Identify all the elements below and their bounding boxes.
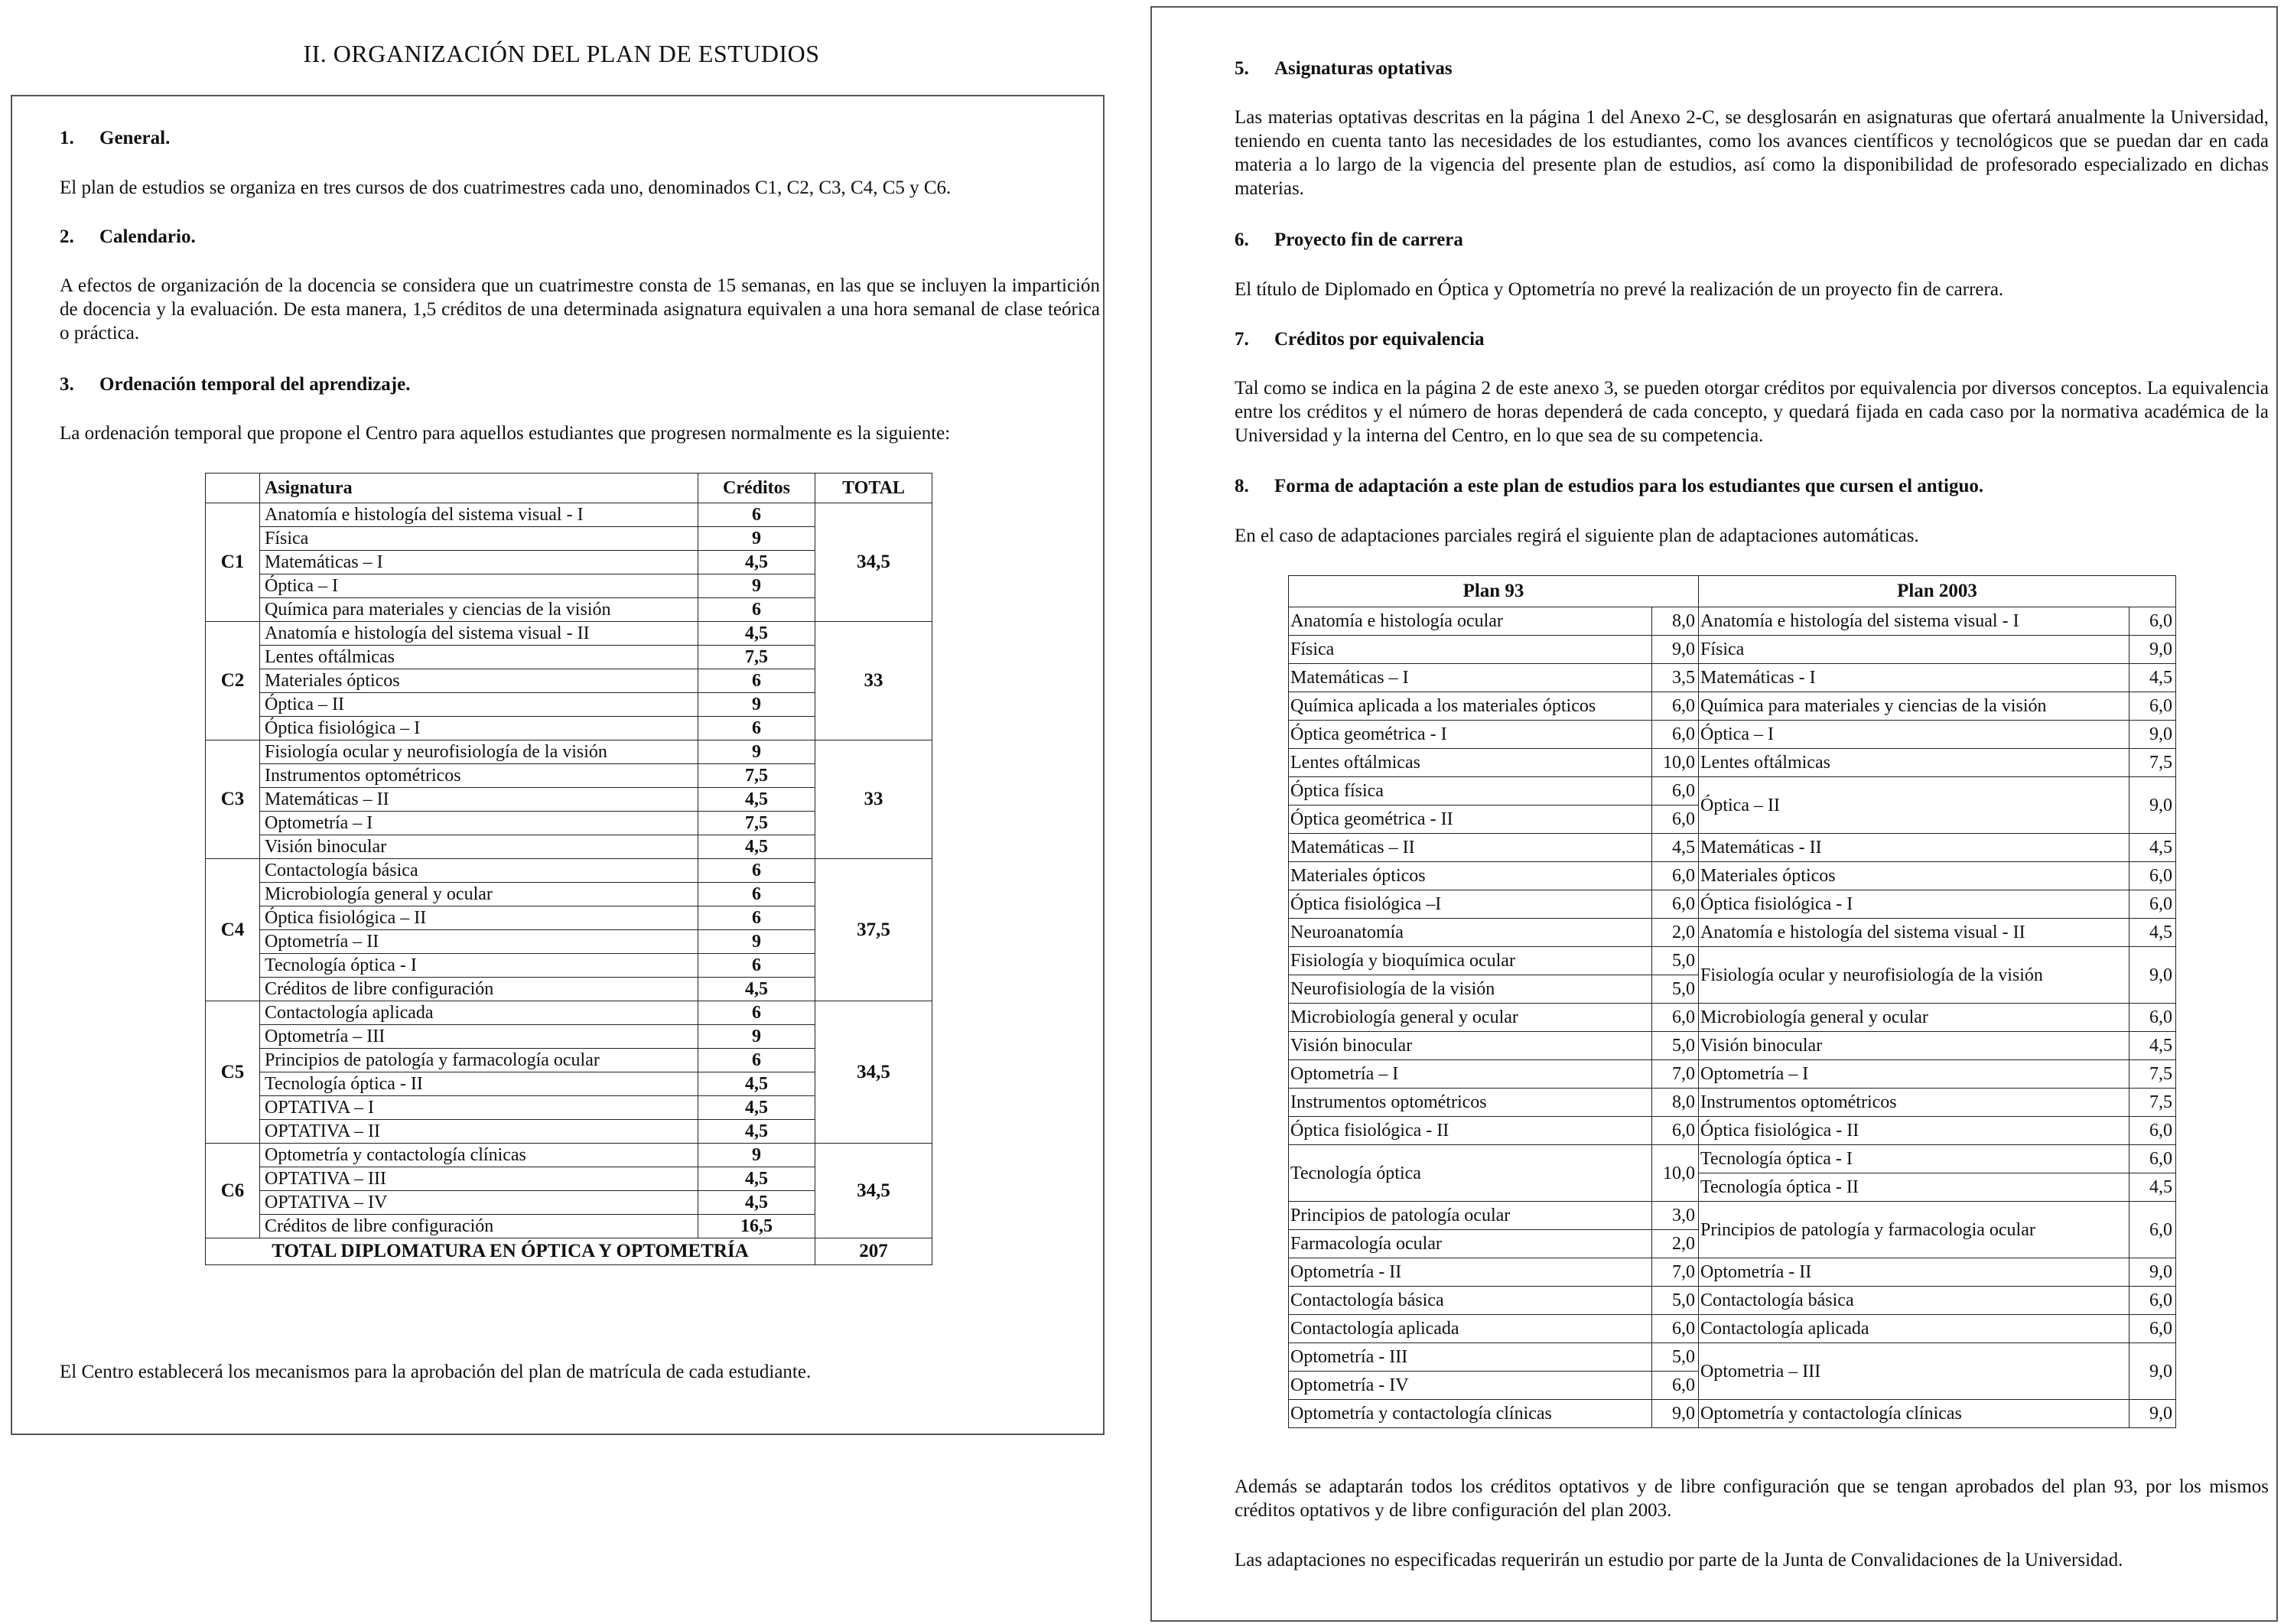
paragraph-ordenacion: La ordenación temporal que propone el Centro para aquellos estudiantes que progresen normalmente es la siguiente: (60, 423, 951, 444)
grand-total-label: TOTAL DIPLOMATURA EN ÓPTICA Y OPTOMETRÍA (206, 1238, 815, 1265)
section-heading-creditos: 7. Créditos por equivalencia (1235, 329, 1485, 350)
plan93-subject-cell: Microbiología general y ocular (1289, 1004, 1652, 1032)
adaptation-row (1289, 607, 2176, 636)
course-subject-row (206, 503, 932, 527)
credits-cell: 6 (698, 1049, 815, 1072)
plan2003-credits-cell: 9,0 (2129, 1343, 2176, 1400)
course-subject-row (206, 1001, 932, 1025)
plan2003-subject-cell: Microbiología general y ocular (1699, 1004, 2129, 1032)
adaptation-row (1289, 721, 2176, 749)
plan2003-credits-cell: 4,5 (2129, 664, 2176, 692)
credits-cell: 4,5 (698, 978, 815, 1001)
adaptation-row (1289, 1287, 2176, 1315)
adaptation-row (1289, 947, 2176, 975)
plan2003-subject-cell: Anatomía e histología del sistema visual - I (1699, 607, 2129, 636)
paragraph-adaptacion: En el caso de adaptaciones parciales regirá el siguiente plan de adaptaciones automáticas. (1235, 526, 1919, 546)
plan2003-subject-cell: Optometria – III (1699, 1343, 2129, 1400)
plan2003-subject-cell: Contactología básica (1699, 1287, 2129, 1315)
plan2003-credits-cell: 6,0 (2129, 1117, 2176, 1145)
subject-cell: Microbiología general y ocular (260, 883, 698, 906)
adaptation-row (1289, 919, 2176, 947)
subject-cell: Tecnología óptica - I (260, 954, 698, 978)
credits-cell: 7,5 (698, 812, 815, 835)
plan93-credits-cell: 6,0 (1652, 1315, 1699, 1343)
adaptation-row (1289, 1343, 2176, 1372)
plan93-subject-cell: Matemáticas – I (1289, 664, 1652, 692)
plan93-credits-cell: 10,0 (1652, 749, 1699, 777)
credits-cell: 6 (698, 598, 815, 622)
course-subject-row (206, 740, 932, 764)
plan93-subject-cell: Tecnología óptica (1289, 1145, 1652, 1202)
credits-column-header: Créditos (698, 474, 815, 503)
plan2003-credits-cell: 6,0 (2129, 607, 2176, 636)
plan93-credits-cell: 4,5 (1652, 834, 1699, 862)
course-label: C4 (206, 859, 260, 1001)
plan93-subject-cell: Contactología básica (1289, 1287, 1652, 1315)
adaptation-row (1289, 664, 2176, 692)
subject-cell: Principios de patología y farmacología ocular (260, 1049, 698, 1072)
plan2003-credits-cell: 6,0 (2129, 1315, 2176, 1343)
plan93-credits-cell: 6,0 (1652, 1372, 1699, 1400)
subject-cell: Óptica – II (260, 693, 698, 717)
adaptation-table-wrap (1288, 575, 2176, 1428)
plan93-subject-cell: Optometría y contactología clínicas (1289, 1400, 1652, 1428)
plan93-credits-cell: 2,0 (1652, 1230, 1699, 1258)
plan93-subject-cell: Óptica fisiológica - II (1289, 1117, 1652, 1145)
credits-cell: 6 (698, 669, 815, 693)
credits-cell: 6 (698, 859, 815, 883)
course-subject-row (206, 1144, 932, 1167)
subject-cell: Optometría – II (260, 930, 698, 954)
credits-cell: 4,5 (698, 551, 815, 574)
section-heading-ordenacion: 3. Ordenación temporal del aprendizaje. (60, 374, 411, 395)
adaptation-row (1289, 1315, 2176, 1343)
plan93-credits-cell: 6,0 (1652, 890, 1699, 919)
paragraph-calendario: A efectos de organización de la docencia se considera que un cuatrimestre consta de 15 semanas, en las que se incluyen la impartición de docencia y la evaluación. De esta manera, 1,5 créditos de una determinada asignatura equivalen a una hora semanal de clase teórica o práctica. (60, 275, 1100, 343)
adaptation-row (1289, 890, 2176, 919)
paragraph-no-especificadas: Las adaptaciones no especificadas requerirán un estudio por parte de la Junta de Convalidaciones de la Universidad. (1235, 1550, 2123, 1570)
plan2003-subject-cell: Lentes oftálmicas (1699, 749, 2129, 777)
adaptation-row (1289, 777, 2176, 805)
adaptation-row (1289, 1089, 2176, 1117)
plan93-subject-cell: Neurofisiología de la visión (1289, 975, 1652, 1004)
subject-cell: OPTATIVA – IV (260, 1191, 698, 1215)
plan93-credits-cell: 5,0 (1652, 1343, 1699, 1372)
total-column-header: TOTAL (815, 474, 932, 503)
plan93-subject-cell: Visión binocular (1289, 1032, 1652, 1060)
subject-cell: Óptica fisiológica – II (260, 906, 698, 930)
plan93-subject-cell: Óptica física (1289, 777, 1652, 805)
credits-cell: 9 (698, 574, 815, 598)
plan2003-subject-cell: Física (1699, 636, 2129, 664)
section-heading-calendario: 2. Calendario. (60, 226, 196, 247)
plan93-subject-cell: Materiales ópticos (1289, 862, 1652, 890)
plan93-credits-cell: 6,0 (1652, 1004, 1699, 1032)
plan2003-subject-cell: Óptica – II (1699, 777, 2129, 834)
subject-cell: OPTATIVA – I (260, 1096, 698, 1120)
plan2003-subject-cell: Óptica fisiológica - I (1699, 890, 2129, 919)
plan93-subject-cell: Contactología aplicada (1289, 1315, 1652, 1343)
adaptation-row (1289, 1117, 2176, 1145)
credits-cell: 7,5 (698, 764, 815, 788)
credits-cell: 6 (698, 954, 815, 978)
plan93-subject-cell: Óptica geométrica - II (1289, 805, 1652, 834)
plan2003-credits-cell: 4,5 (2129, 1173, 2176, 1202)
plan2003-subject-cell: Química para materiales y ciencias de la visión (1699, 692, 2129, 721)
plan2003-subject-cell: Tecnología óptica - I (1699, 1145, 2129, 1173)
plan93-credits-cell: 6,0 (1652, 777, 1699, 805)
course-total-cell: 33 (815, 740, 932, 859)
credits-cell: 6 (698, 503, 815, 527)
credits-cell: 6 (698, 883, 815, 906)
credits-cell: 4,5 (698, 1191, 815, 1215)
subject-cell: Optometría y contactología clínicas (260, 1144, 698, 1167)
plan2003-credits-cell: 4,5 (2129, 1032, 2176, 1060)
plan2003-credits-cell: 7,5 (2129, 1089, 2176, 1117)
paragraph-optativas: Las materias optativas descritas en la página 1 del Anexo 2-C, se desglosarán en asignaturas que ofertará anualmente la Universidad, teniendo en cuenta tanto las necesidades de los estudiantes, como los avances científicos y tecnológicos que se puedan dar en cada materia a lo largo de la vigencia del presente plan de estudios, así como la disponibilidad de profesorado especializado en dichas materias. (1235, 107, 2269, 199)
plan2003-subject-cell: Optometría – I (1699, 1060, 2129, 1089)
subject-cell: Contactología aplicada (260, 1001, 698, 1025)
subject-cell: Física (260, 527, 698, 551)
subject-cell: Anatomía e histología del sistema visual - II (260, 622, 698, 646)
subject-cell: OPTATIVA – III (260, 1167, 698, 1191)
course-subject-row (206, 622, 932, 646)
subject-cell: Tecnología óptica - II (260, 1072, 698, 1096)
credits-cell: 7,5 (698, 646, 815, 669)
plan93-subject-cell: Química aplicada a los materiales ópticos (1289, 692, 1652, 721)
paragraph-ademas: Además se adaptarán todos los créditos optativos y de libre configuración que se tengan aprobados del plan 93, por los mismos créditos optativos y de libre configuración del plan 2003. (1235, 1476, 2269, 1521)
course-label: C2 (206, 622, 260, 740)
plan93-credits-cell: 6,0 (1652, 692, 1699, 721)
plan2003-credits-cell: 9,0 (2129, 1400, 2176, 1428)
plan2003-subject-cell: Tecnología óptica - II (1699, 1173, 2129, 1202)
plan2003-credits-cell: 6,0 (2129, 890, 2176, 919)
plan2003-subject-cell: Instrumentos optométricos (1699, 1089, 2129, 1117)
plan93-credits-cell: 7,0 (1652, 1258, 1699, 1287)
credits-cell: 9 (698, 1025, 815, 1049)
credits-cell: 4,5 (698, 622, 815, 646)
plan2003-credits-cell: 6,0 (2129, 692, 2176, 721)
credits-cell: 9 (698, 527, 815, 551)
subject-cell: Matemáticas – II (260, 788, 698, 812)
plan93-credits-cell: 9,0 (1652, 1400, 1699, 1428)
course-total-cell: 37,5 (815, 859, 932, 1001)
subject-cell: Créditos de libre configuración (260, 978, 698, 1001)
plan93-subject-cell: Optometría – I (1289, 1060, 1652, 1089)
course-label: C1 (206, 503, 260, 622)
subject-cell: Matemáticas – I (260, 551, 698, 574)
subject-cell: Fisiología ocular y neurofisiología de la visión (260, 740, 698, 764)
page-title: II. ORGANIZACIÓN DEL PLAN DE ESTUDIOS (303, 40, 820, 67)
adaptation-row (1289, 1400, 2176, 1428)
plan93-subject-cell: Optometría - III (1289, 1343, 1652, 1372)
plan93-subject-cell: Neuroanatomía (1289, 919, 1652, 947)
plan93-subject-cell: Instrumentos optométricos (1289, 1089, 1652, 1117)
plan2003-credits-cell: 6,0 (2129, 862, 2176, 890)
plan93-subject-cell: Principios de patología ocular (1289, 1202, 1652, 1230)
paragraph-proyecto: El título de Diplomado en Óptica y Optometría no prevé la realización de un proyecto fin de carrera. (1235, 279, 2004, 300)
plan2003-credits-cell: 7,5 (2129, 1060, 2176, 1089)
adaptation-row (1289, 692, 2176, 721)
plan93-subject-cell: Física (1289, 636, 1652, 664)
section-heading-adaptacion: 8. Forma de adaptación a este plan de estudios para los estudiantes que cursen el antiguo. (1235, 476, 1984, 496)
plan93-credits-cell: 3,5 (1652, 664, 1699, 692)
plan93-subject-cell: Matemáticas – II (1289, 834, 1652, 862)
credits-cell: 6 (698, 906, 815, 930)
adaptation-row (1289, 834, 2176, 862)
adaptation-row (1289, 1004, 2176, 1032)
subject-cell: Instrumentos optométricos (260, 764, 698, 788)
plan2003-credits-cell: 6,0 (2129, 1287, 2176, 1315)
plan2003-credits-cell: 6,0 (2129, 1202, 2176, 1258)
plan2003-credits-cell: 9,0 (2129, 777, 2176, 834)
subject-cell: Visión binocular (260, 835, 698, 859)
credits-cell: 6 (698, 717, 815, 740)
plan93-subject-cell: Lentes oftálmicas (1289, 749, 1652, 777)
plan2003-subject-cell: Optometría - II (1699, 1258, 2129, 1287)
subject-cell: Optometría – I (260, 812, 698, 835)
plan2003-subject-cell: Visión binocular (1699, 1032, 2129, 1060)
plan93-credits-cell: 7,0 (1652, 1060, 1699, 1089)
course-total-cell: 34,5 (815, 1144, 932, 1238)
section-heading-general: 1. General. (60, 128, 171, 148)
subject-column-header: Asignatura (260, 474, 698, 503)
plan2003-subject-cell: Matemáticas - II (1699, 834, 2129, 862)
subject-cell: Lentes oftálmicas (260, 646, 698, 669)
plan2003-subject-cell: Óptica fisiológica - II (1699, 1117, 2129, 1145)
course-total-cell: 34,5 (815, 503, 932, 622)
credits-cell: 9 (698, 693, 815, 717)
subject-cell: Óptica fisiológica – I (260, 717, 698, 740)
course-total-cell: 34,5 (815, 1001, 932, 1144)
subject-cell: Contactología básica (260, 859, 698, 883)
plan93-subject-cell: Optometría - IV (1289, 1372, 1652, 1400)
plan93-subject-cell: Optometría - II (1289, 1258, 1652, 1287)
plan2003-subject-cell: Optometría y contactología clínicas (1699, 1400, 2129, 1428)
plan2003-header: Plan 2003 (1699, 576, 2176, 607)
courses-table (205, 473, 932, 1265)
section-heading-optativas: 5. Asignaturas optativas (1235, 58, 1453, 79)
course-label: C6 (206, 1144, 260, 1238)
adaptation-row (1289, 636, 2176, 664)
plan93-subject-cell: Óptica fisiológica –I (1289, 890, 1652, 919)
subject-cell: Optometría – III (260, 1025, 698, 1049)
adaptation-row (1289, 749, 2176, 777)
credits-cell: 4,5 (698, 1072, 815, 1096)
plan93-credits-cell: 5,0 (1652, 1287, 1699, 1315)
plan93-credits-cell: 6,0 (1652, 721, 1699, 749)
plan93-subject-cell: Farmacología ocular (1289, 1230, 1652, 1258)
course-subject-row (206, 859, 932, 883)
plan93-credits-cell: 6,0 (1652, 862, 1699, 890)
credits-cell: 4,5 (698, 1096, 815, 1120)
plan93-credits-cell: 8,0 (1652, 1089, 1699, 1117)
subject-cell: Materiales ópticos (260, 669, 698, 693)
plan2003-credits-cell: 4,5 (2129, 834, 2176, 862)
plan2003-subject-cell: Fisiología ocular y neurofisiología de la visión (1699, 947, 2129, 1004)
plan93-credits-cell: 10,0 (1652, 1145, 1699, 1202)
paragraph-centro: El Centro establecerá los mecanismos para la aprobación del plan de matrícula de cada estudiante. (60, 1362, 812, 1382)
paragraph-general: El plan de estudios se organiza en tres cursos de dos cuatrimestres cada uno, denominados C1, C2, C3, C4, C5 y C6. (60, 177, 952, 198)
credits-cell: 9 (698, 930, 815, 954)
credits-cell: 6 (698, 1001, 815, 1025)
credits-cell: 4,5 (698, 788, 815, 812)
plan93-credits-cell: 6,0 (1652, 805, 1699, 834)
plan93-credits-cell: 9,0 (1652, 636, 1699, 664)
grand-total-row (206, 1238, 932, 1265)
plan93-credits-cell: 8,0 (1652, 607, 1699, 636)
courses-table-wrap (205, 473, 932, 1265)
plan2003-credits-cell: 9,0 (2129, 721, 2176, 749)
adaptation-row (1289, 1202, 2176, 1230)
plan93-subject-cell: Óptica geométrica - I (1289, 721, 1652, 749)
credits-cell: 9 (698, 1144, 815, 1167)
course-label: C3 (206, 740, 260, 859)
subject-cell: Créditos de libre configuración (260, 1215, 698, 1238)
plan2003-subject-cell: Óptica – I (1699, 721, 2129, 749)
credits-cell: 16,5 (698, 1215, 815, 1238)
paragraph-creditos: Tal como se indica en la página 2 de este anexo 3, se pueden otorgar créditos por equivalencia por diversos conceptos. La equivalencia entre los créditos y el número de horas dependerá de cada concepto, y quedará fijada en cada caso por la normativa académica de la Universidad y la interna del Centro, en lo que sea de su competencia. (1235, 378, 2269, 446)
course-total-cell: 33 (815, 622, 932, 740)
plan2003-subject-cell: Principios de patología y farmacologia ocular (1699, 1202, 2129, 1258)
plan93-subject-cell: Anatomía e histología ocular (1289, 607, 1652, 636)
credits-cell: 4,5 (698, 1167, 815, 1191)
plan93-subject-cell: Fisiología y bioquímica ocular (1289, 947, 1652, 975)
plan2003-credits-cell: 4,5 (2129, 919, 2176, 947)
adaptation-row (1289, 862, 2176, 890)
plan2003-credits-cell: 9,0 (2129, 947, 2176, 1004)
plan93-credits-cell: 5,0 (1652, 975, 1699, 1004)
plan2003-subject-cell: Materiales ópticos (1699, 862, 2129, 890)
plan93-credits-cell: 3,0 (1652, 1202, 1699, 1230)
plan2003-subject-cell: Matemáticas - I (1699, 664, 2129, 692)
subject-cell: OPTATIVA – II (260, 1120, 698, 1144)
credits-cell: 9 (698, 740, 815, 764)
plan2003-subject-cell: Anatomía e histología del sistema visual - II (1699, 919, 2129, 947)
course-column-header (206, 474, 260, 503)
plan93-credits-cell: 5,0 (1652, 1032, 1699, 1060)
plan93-credits-cell: 5,0 (1652, 947, 1699, 975)
plan93-header: Plan 93 (1289, 576, 1699, 607)
section-heading-proyecto: 6. Proyecto fin de carrera (1235, 229, 1463, 250)
plan2003-credits-cell: 6,0 (2129, 1004, 2176, 1032)
subject-cell: Química para materiales y ciencias de la visión (260, 598, 698, 622)
subject-cell: Óptica – I (260, 574, 698, 598)
credits-cell: 4,5 (698, 835, 815, 859)
plan93-credits-cell: 2,0 (1652, 919, 1699, 947)
course-label: C5 (206, 1001, 260, 1144)
adaptation-row (1289, 1145, 2176, 1173)
plan2003-credits-cell: 9,0 (2129, 636, 2176, 664)
plan93-credits-cell: 6,0 (1652, 1117, 1699, 1145)
plan2003-credits-cell: 6,0 (2129, 1145, 2176, 1173)
plan2003-credits-cell: 7,5 (2129, 749, 2176, 777)
adaptation-row (1289, 1060, 2176, 1089)
adaptation-row (1289, 1032, 2176, 1060)
plan2003-subject-cell: Contactología aplicada (1699, 1315, 2129, 1343)
credits-cell: 4,5 (698, 1120, 815, 1144)
subject-cell: Anatomía e histología del sistema visual - I (260, 503, 698, 527)
plan2003-credits-cell: 9,0 (2129, 1258, 2176, 1287)
adaptation-row (1289, 1258, 2176, 1287)
grand-total-value: 207 (815, 1238, 932, 1265)
adaptation-table (1288, 575, 2176, 1428)
